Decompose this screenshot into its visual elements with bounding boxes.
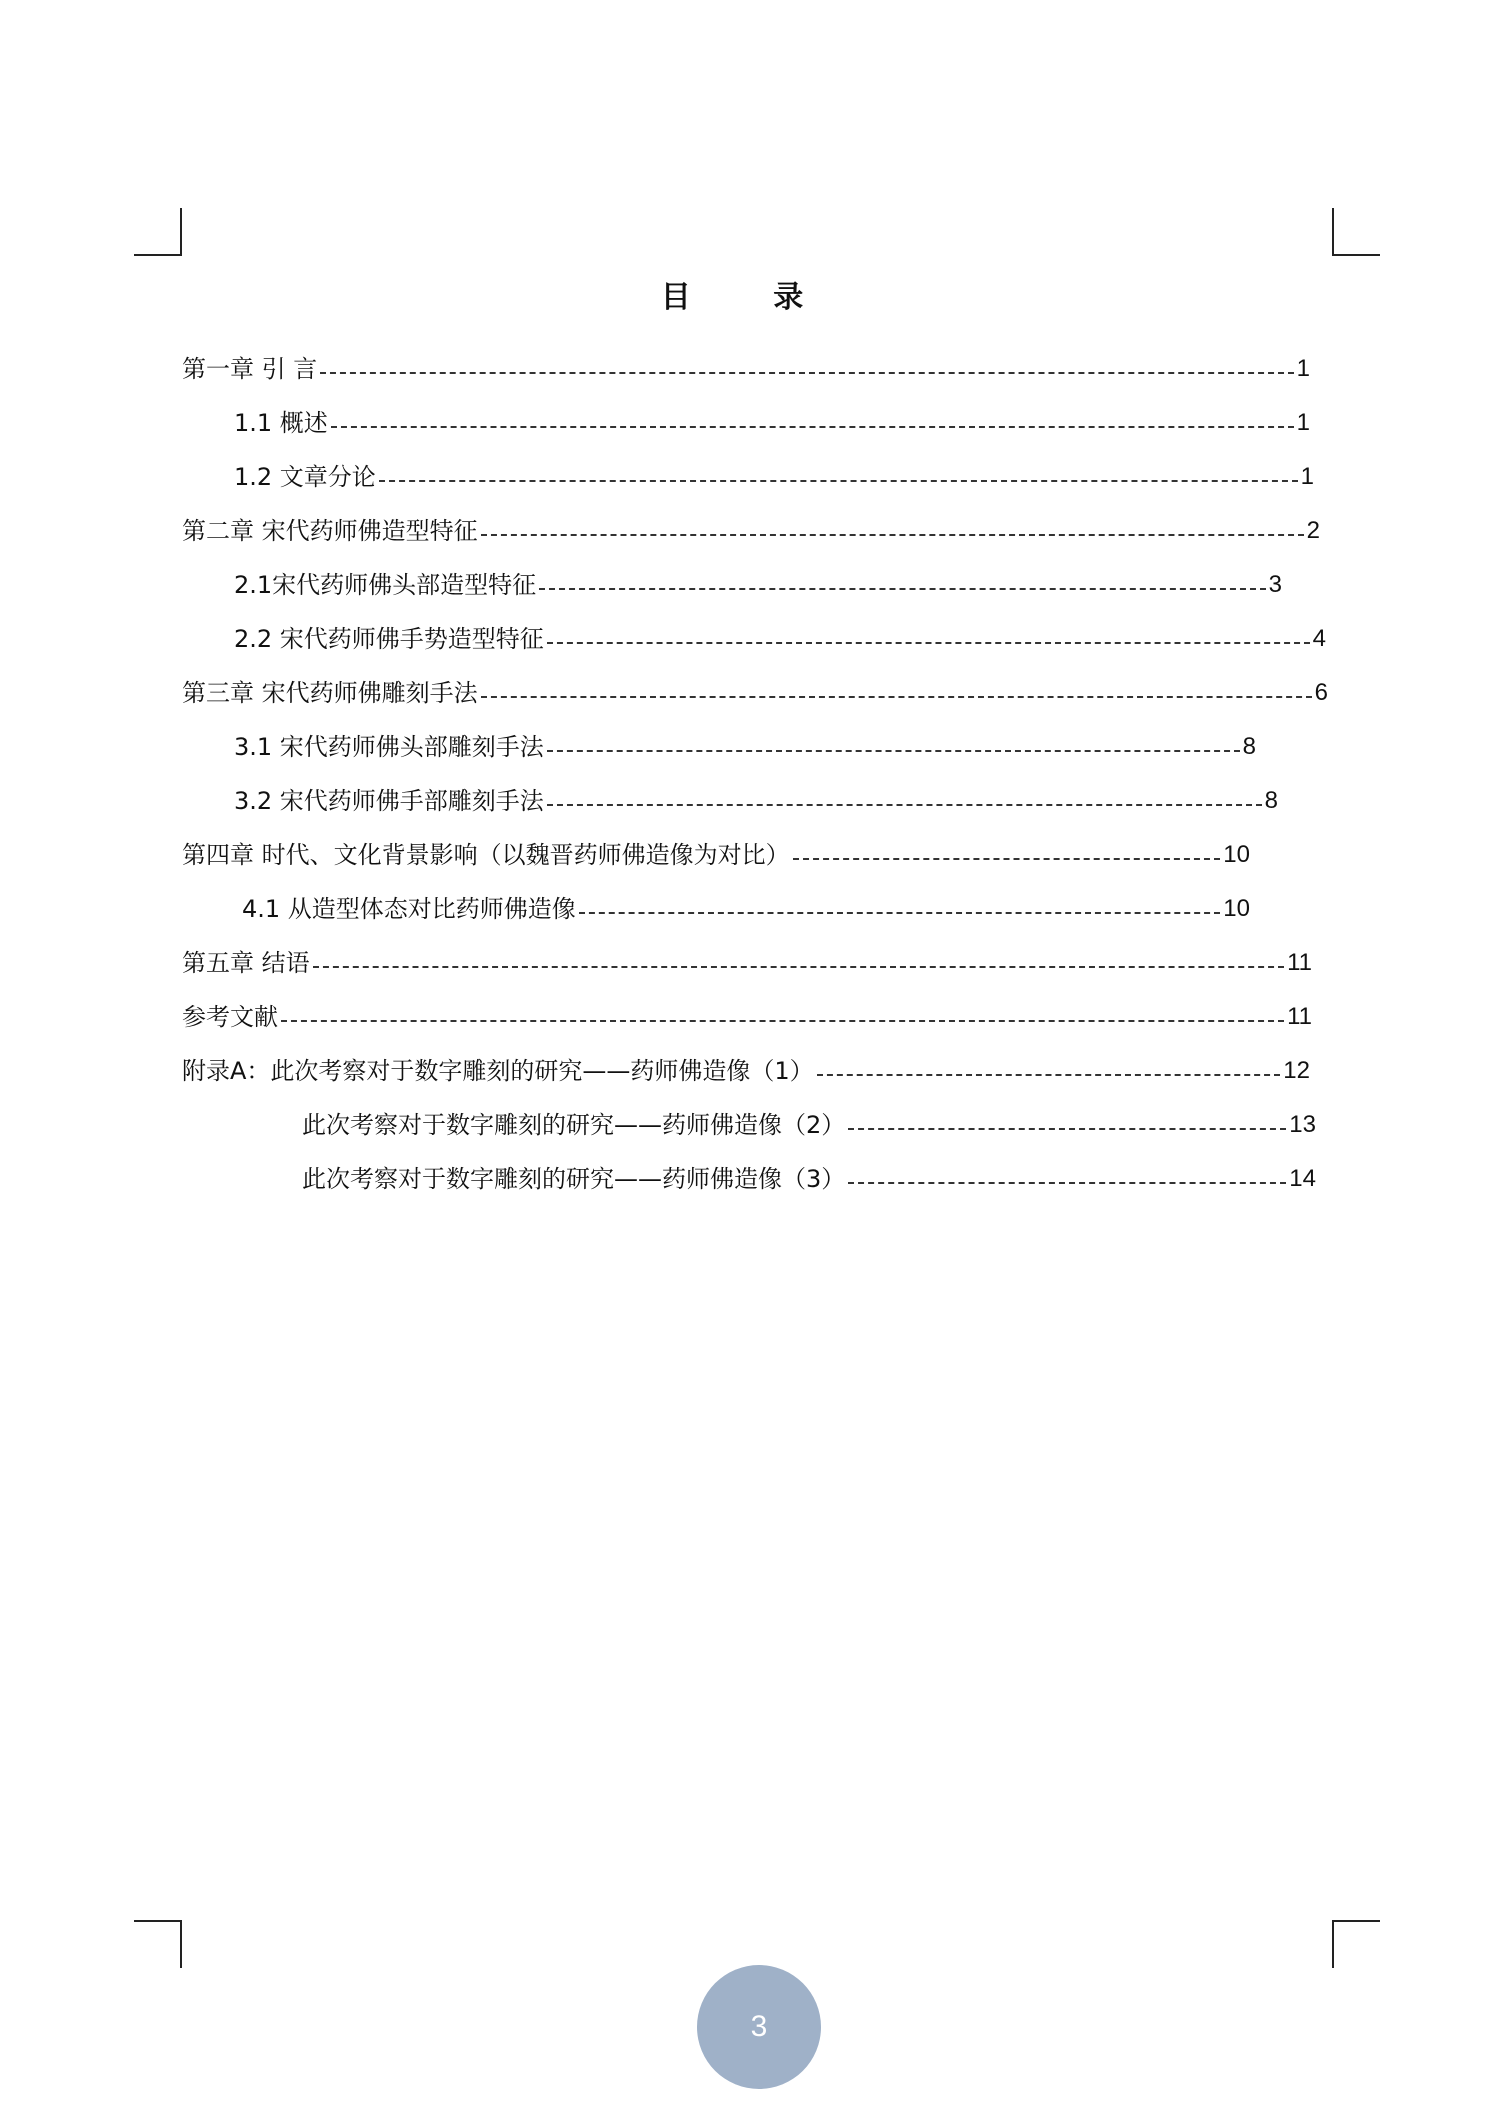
toc-entry-page: 14 [1289, 1165, 1316, 1192]
toc-entry[interactable] [182, 942, 1312, 978]
toc-entry-label: 1.1 概述 [234, 409, 328, 437]
dot-leader [848, 1128, 1286, 1130]
dot-leader [547, 642, 1310, 644]
toc-entry[interactable] [182, 1050, 1310, 1086]
page-number-badge [697, 1965, 821, 2089]
toc-entry-label: 此次考察对于数字雕刻的研究——药师佛造像（2） [302, 1111, 846, 1139]
dot-leader [547, 804, 1262, 806]
toc-entry[interactable] [234, 780, 1278, 816]
dot-leader [331, 426, 1294, 428]
toc-entry-page: 8 [1242, 733, 1256, 760]
crop-mark-bottom-left [134, 1920, 182, 1968]
toc-entry-page: 6 [1314, 679, 1328, 706]
toc-entry-label: 此次考察对于数字雕刻的研究——药师佛造像（3） [302, 1165, 846, 1193]
crop-mark-top-left [134, 208, 182, 256]
dot-leader [539, 588, 1265, 590]
dot-leader [481, 696, 1312, 698]
toc-entry[interactable] [182, 510, 1320, 546]
toc-entry-label: 2.2 宋代药师佛手势造型特征 [234, 625, 544, 653]
toc-entry-page: 2 [1306, 517, 1320, 544]
toc-entry-page: 10 [1223, 895, 1250, 922]
toc-entry[interactable] [242, 888, 1250, 924]
toc-entry[interactable] [234, 618, 1326, 654]
toc-entry-label: 第五章 结语 [182, 949, 310, 977]
toc-entry-page: 13 [1289, 1111, 1316, 1138]
toc-entry-label: 4.1 从造型体态对比药师佛造像 [242, 895, 576, 923]
toc-entry-page: 3 [1268, 571, 1282, 598]
toc-entry-page: 4 [1312, 625, 1326, 652]
toc-entry[interactable] [182, 672, 1328, 708]
dot-leader [379, 480, 1298, 482]
toc-entry-page: 1 [1296, 355, 1310, 382]
toc-entry-page: 11 [1287, 949, 1312, 976]
toc-entry-label: 第二章 宋代药师佛造型特征 [182, 517, 478, 545]
toc-entry-label: 第三章 宋代药师佛雕刻手法 [182, 679, 478, 707]
toc-entry-page: 1 [1296, 409, 1310, 436]
dot-leader [281, 1020, 1284, 1022]
toc-entry-label: 第一章 引 言 [182, 355, 318, 383]
toc-entry[interactable] [302, 1158, 1316, 1194]
toc-entry-label: 附录A：此次考察对于数字雕刻的研究——药师佛造像（1） [182, 1057, 814, 1085]
dot-leader [547, 750, 1240, 752]
toc-entry[interactable] [234, 402, 1310, 438]
toc-entry[interactable] [182, 996, 1312, 1032]
toc-entry[interactable] [302, 1104, 1316, 1140]
toc-entry-label: 参考文献 [182, 1003, 278, 1031]
toc-entry-page: 1 [1300, 463, 1314, 490]
dot-leader [848, 1182, 1286, 1184]
dot-leader [579, 912, 1221, 914]
crop-mark-top-right [1332, 208, 1380, 256]
toc-entry-page: 11 [1287, 1003, 1312, 1030]
dot-leader [793, 858, 1221, 860]
crop-mark-bottom-right [1332, 1920, 1380, 1968]
toc-entry-label: 第四章 时代、文化背景影响（以魏晋药师佛造像为对比） [182, 841, 790, 869]
toc-entry-page: 8 [1264, 787, 1278, 814]
toc-entry[interactable] [234, 564, 1282, 600]
toc-entry-page: 12 [1283, 1057, 1310, 1084]
toc-entry[interactable] [234, 726, 1256, 762]
toc-entry[interactable] [182, 834, 1250, 870]
dot-leader [313, 966, 1284, 968]
toc-entry-label: 1.2 文章分论 [234, 463, 376, 491]
toc-entry-label: 2.1宋代药师佛头部造型特征 [234, 571, 537, 599]
toc-title: 目 录 [660, 280, 840, 315]
toc-entry-page: 10 [1223, 841, 1250, 868]
toc-entry-label: 3.2 宋代药师佛手部雕刻手法 [234, 787, 544, 815]
toc-entry-label: 3.1 宋代药师佛头部雕刻手法 [234, 733, 544, 761]
dot-leader [481, 534, 1304, 536]
dot-leader [817, 1074, 1281, 1076]
dot-leader [320, 372, 1293, 374]
toc-entry[interactable] [182, 348, 1310, 384]
page-number: 3 [750, 2010, 768, 2043]
toc-entry[interactable] [234, 456, 1314, 492]
